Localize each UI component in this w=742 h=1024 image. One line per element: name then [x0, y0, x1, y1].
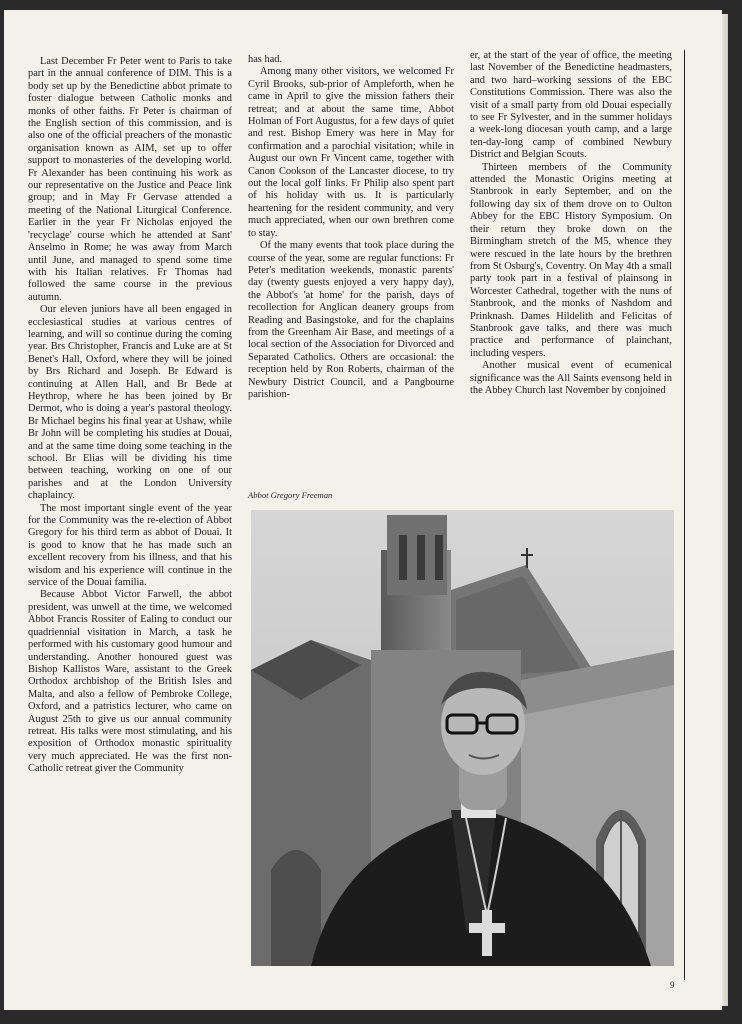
text-column-1: [28, 56, 232, 776]
paragraph: Of the many events that took place during the course of the year, some are regular functions: Fr Peter's meditation weekends, monastic parents' day (twenty guests enjoyed a very happy day), the Abbot's 'at home' for the parish, days of recollection for Anglican deanery groups from Reading and Basingstoke, and for the chaplains from the Greenham Air Base, and meetings of a local section of the Association for Divorced and Separated Catholics. Others are occasional: the reception held by Ron Roberts, chairman of the Newbury District Council, and a Pangbourne parishion-: [248, 240, 454, 400]
photo-illustration: [251, 510, 674, 966]
page-edge: [722, 14, 728, 1006]
paragraph: Last December Fr Peter went to Paris to take part in the annual conference of DIM. This is a body set up by the Benedictine abbot primate to foster dialogue between Catholic monks and monks of other faiths. Fr Peter is chairman of the English section of this commission, and is also one of the official preachers of the monastic organisation known as AIM, set up to offer support to monasteries of the developing world. Fr Alexander has been continuing his work as our representative on the Justice and Peace link group; and in May Fr Gervase attended a meeting of the National Liturgical Conference. Earlier in the year Fr Nicholas enjoyed the 'recyclage' course which he attended at Sant' Anselmo in Rome; he was away from March until June, and managed to spend some time with his Italian relatives. Fr Thomas had followed the same course in the previous autumn.: [28, 56, 232, 303]
paragraph: Our eleven juniors have all been engaged in ecclesiastical studies at various centres of learning, and will so continue during the coming year. Brs Christopher, Francis and Luke are at St Benet's Hall, Oxford, where they will be joined by Brs Richard and Joseph. Br Edward is continuing at Allen Hall, and Br Bede at Heythrop, where he has been joined by Br Dermot, who is doing a year's pastoral theology. Br Michael begins his final year at Ushaw, while Br John will be completing his studies at Douai, and at the same time doing some teaching in the school. Br Elias will be dividing his time between teaching, working on one of our parishes and at the London University chaplaincy.: [28, 304, 232, 502]
paragraph: Because Abbot Victor Farwell, the abbot president, was unwell at the time, we welcomed Abbot Francis Rossiter of Ealing to conduct our quadriennial visitation in March, a task he performed with his customary good humour and understanding. Another honoured guest was Bishop Kallistos Ware, assistant to the Greek Orthodox archbishop of the British Isles and Malta, and also a fellow of Pembroke College, Oxford, and a patristics lecturer, who came on August 25th to give us our annual community retreat. His talks were most stimulating, and his exposition of Orthodox monastic spirituality very much appreciated. He was the first non-Catholic retreat giver the Community: [28, 589, 232, 775]
paragraph: Another musical event of ecumenical significance was the All Saints evensong held in the Abbey Church last November by conjoined: [470, 360, 672, 396]
paragraph: has had.: [248, 54, 283, 65]
photo-caption: Abbot Gregory Freeman: [248, 490, 333, 500]
page-number: 9: [670, 980, 675, 990]
text-column-3: [470, 50, 672, 397]
text-column-2: [248, 54, 454, 401]
paragraph: Among many other visitors, we welcomed Fr Cyril Brooks, sub-prior of Ampleforth, when he came in April to give the mission fathers their retreat; and at about the same time, Abbot Holman of Fort Augustus, for a few days of quiet and rest. Bishop Emery was here in May for confirmation and a parochial visitation; while in August our own Fr Vincent came, together with Canon Cookson of the Lancaster diocese, to try out the local golf links. Fr Philip also spent part of his holiday with us. It is particularly heartening for the resident community, and very much appreciated, when our own brethren come to stay.: [248, 66, 454, 239]
column-rule: [684, 50, 685, 980]
paragraph: Thirteen members of the Community attended the Monastic Origins meeting at Stanbrook in early September, and on the following day six of them drove on to Oulton Abbey for the EBC History Symposium. On their return they broke down on the Birmingham stretch of the M5, whence they were rescued in the late hours by the brethren from St Osburg's, Coventry. On May 4th a small party took part in a festival of plainsong in Worcester Cathedral, together with the nuns of Stanbrook, and the monks of Nashdom and Prinknash. Dames Hildelith and Felicitas of Stanbrook gave talks, and there was much practice and performance of plainchant, including vespers.: [470, 161, 672, 359]
paragraph: er, at the start of the year of office, the meeting last November of the Benedictine headmasters, and two hard–working sessions of the EBC Constitutions Commission. There was also the visit of a small party from old Douai especially to see Fr Sylvester, and in the summer holidays a week-long diocesan youth camp, and a large ten-day-long camp of combined Newbury District and Belgian Scouts.: [470, 50, 672, 161]
paragraph: The most important single event of the year for the Community was the re-election of Abbot Gregory for his third term as abbot of Douai. It is good to know that he has made such an excellent recovery from his illness, and that his wisdom and his experience will continue in the service of the Douai familia.: [28, 502, 232, 589]
abbot-photograph: [251, 510, 674, 966]
